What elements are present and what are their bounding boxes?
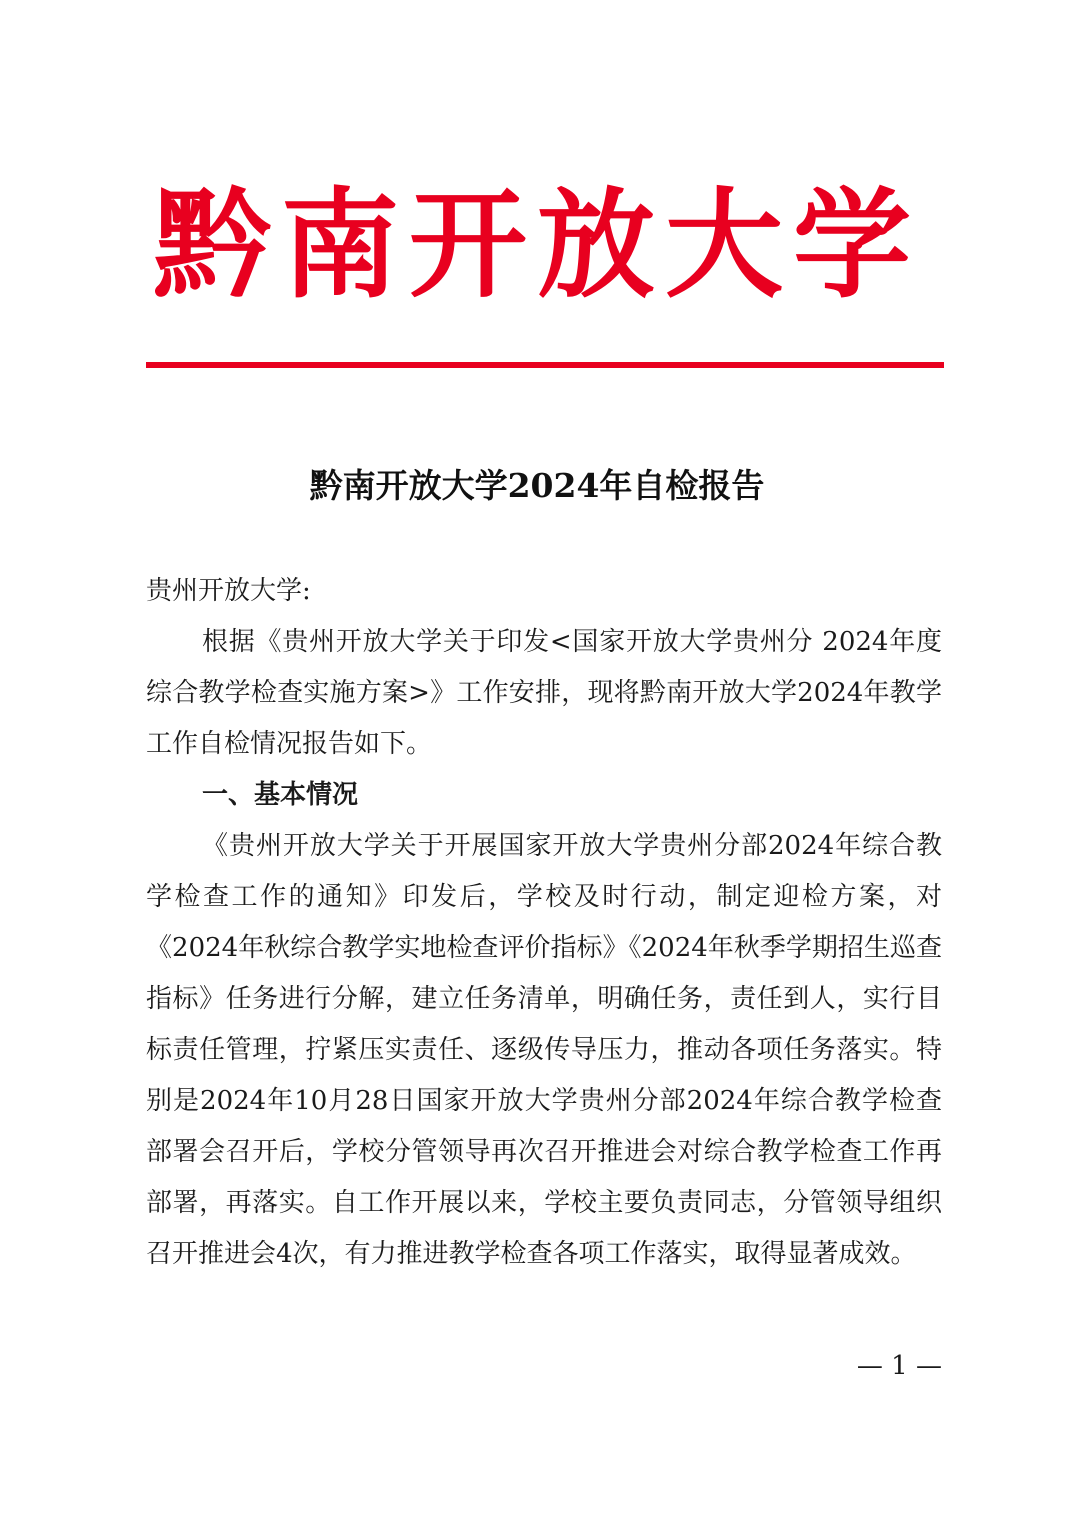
document-title: 黔南开放大学2024年自检报告 bbox=[309, 466, 765, 505]
section-heading: 一、基本情况 bbox=[202, 780, 359, 810]
section-paragraph: 《贵州开放大学关于开展国家开放大学贵州分部2024年综合教学检查工作的通知》印发后，学校及时行动，制定迎检方案，对《2024年秋综合教学实地检查评价指标》《2024年秋季学期招生巡查指标》任务进行分解，建立任务清单，明确任务，责任到人，实行目标责任管理，拧紧压实责任、逐级传导压力，推动各项任务落实。特别是2024年10月28日国家开放大学贵州分部2024年综合教学检查部署会召开后，学校分管领导再次召开推进会对综合教学检查工作再部署，再落实。自工作开展以来，学校主要负责同志，分管领导组织召开推进会4次，有力推进教学检查各项工作落实，取得显著成效。 bbox=[146, 831, 942, 1269]
intro-paragraph: 根据《贵州开放大学关于印发<国家开放大学贵州分 2024年度综合教学检查实施方案>》工作安排，现将黔南开放大学2024年教学工作自检情况报告如下。 bbox=[146, 627, 942, 759]
document-body bbox=[146, 566, 942, 1280]
page-number: — 1 — bbox=[856, 1351, 942, 1381]
salutation: 贵州开放大学: bbox=[146, 576, 311, 606]
masthead-red-rule bbox=[146, 362, 944, 368]
masthead-title: 黔南开放大学 bbox=[152, 176, 921, 314]
